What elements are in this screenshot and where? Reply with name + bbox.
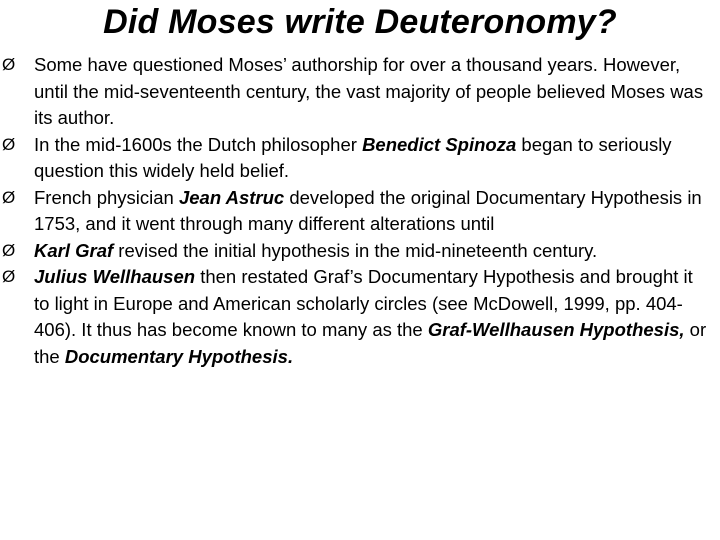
bullet-text xyxy=(34,238,708,265)
bullet-text-segment: developed the original Documentary Hypothesis in 1753, and it went through many different alterations until xyxy=(34,186,702,234)
bullet-text xyxy=(34,264,708,370)
arrow-bullet-icon: Ø xyxy=(2,267,16,286)
bullet-text-segment: Some have questioned Moses’ authorship for over a thousand years. However, until the mid-seventeenth century, the vast majority of people believed Moses was its author. xyxy=(34,54,704,128)
bullet-text xyxy=(34,185,708,238)
bullet-text-segment: French physician xyxy=(34,186,179,208)
bullet-item-5 xyxy=(2,264,708,370)
emphasized-name: Julius Wellhausen xyxy=(34,266,196,287)
bullet-text xyxy=(34,132,708,185)
emphasized-term: Documentary Hypothesis. xyxy=(64,345,294,367)
bullet-text-segment: then restated Graf’s Documentary Hypothesis and brought it to light in Europe and American scholarly circles (see McDowell, 1999, pp. 404-406). It thus has become known to many as the xyxy=(34,266,693,340)
arrow-bullet-icon: Ø xyxy=(2,187,16,207)
emphasized-name: Benedict Spinoza xyxy=(362,133,517,155)
bullet-item-3 xyxy=(2,185,708,238)
slide-title: Did Moses write Deuteronomy? xyxy=(103,3,617,41)
bullet-item-1 xyxy=(2,52,708,132)
bullet-text-segment: revised the initial hypothesis in the mid-nineteenth century. xyxy=(113,239,598,261)
bullet-text xyxy=(34,52,708,132)
bullet-text-segment: or the xyxy=(34,319,707,367)
emphasized-name: Karl Graf xyxy=(34,239,114,261)
bullet-item-2 xyxy=(2,132,708,185)
arrow-bullet-icon: Ø xyxy=(2,240,16,260)
emphasized-term: Graf-Wellhausen Hypothesis, xyxy=(427,319,685,340)
bullet-text-segment: began to seriously question this widely held belief. xyxy=(34,133,672,181)
arrow-bullet-icon: Ø xyxy=(2,134,16,154)
emphasized-name: Jean Astruc xyxy=(178,186,285,208)
bullet-text-segment: In the mid-1600s the Dutch philosopher xyxy=(34,133,363,155)
bullet-list xyxy=(2,52,708,370)
bullet-item-4 xyxy=(2,238,708,265)
arrow-bullet-icon: Ø xyxy=(2,55,16,74)
